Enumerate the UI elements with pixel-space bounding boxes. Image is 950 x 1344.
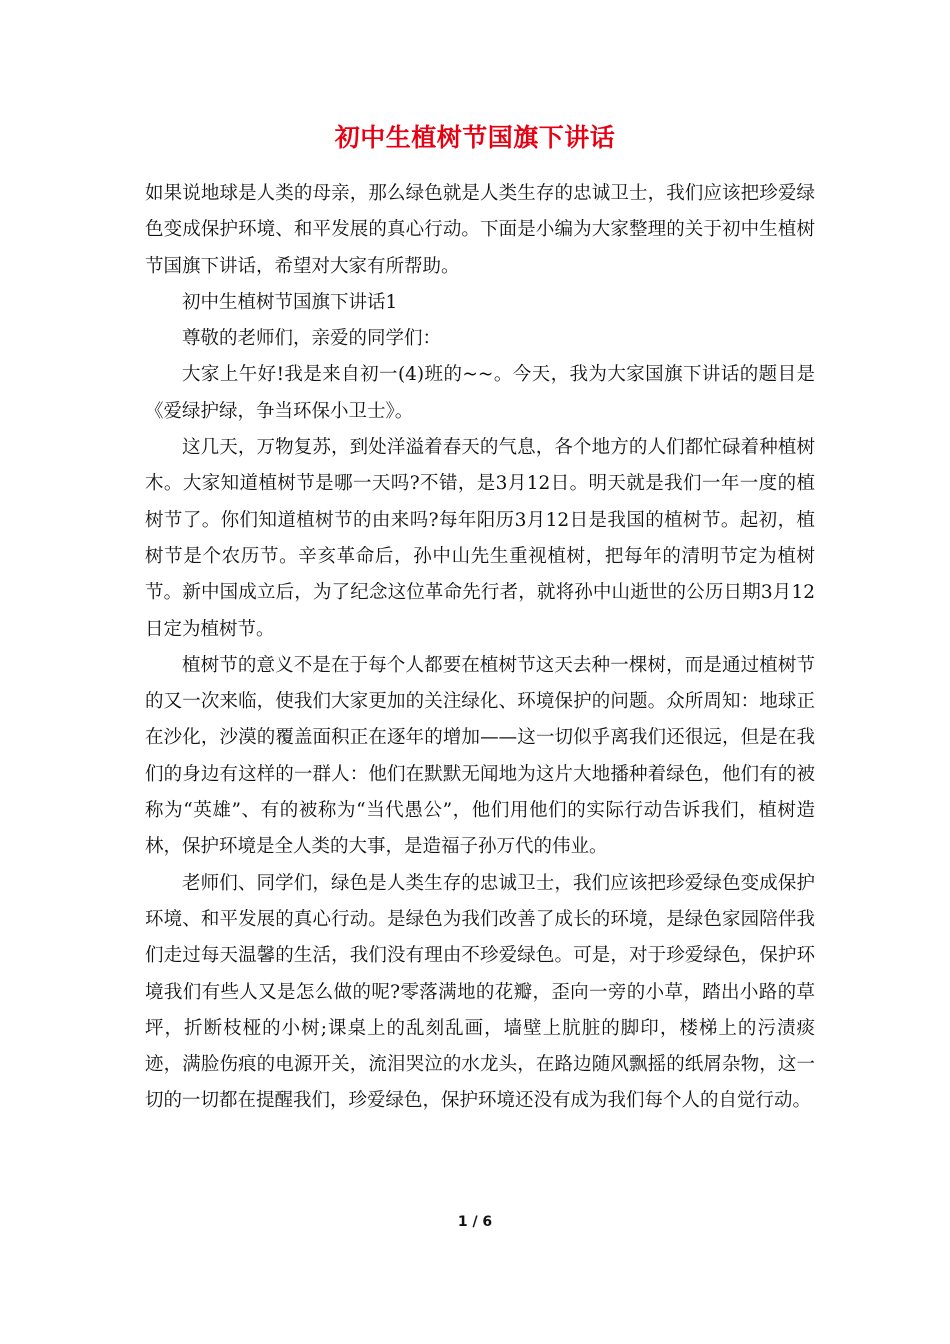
document-title: 初中生植树节国旗下讲话: [334, 123, 616, 152]
body-paragraph: 植树节的意义不是在于每个人都要在植树节这天去种一棵树，而是通过植树节的又一次来临，使我们大家更加的关注绿化、环境保护的问题。众所周知：地球正在沙化，沙漠的覆盖面积正在逐年的增加——这一切似乎离我们还很远，但是在我们的身边有这样的一群人：他们在默默无闻地为这片大地播种着绿色，他们有的被称为“英雄”、有的被称为“当代愚公”，他们用他们的实际行动告诉我们，植树造林，保护环境是全人类的大事，是造福子孙万代的伟业。: [145, 654, 815, 858]
body-paragraph: 大家上午好!我是来自初一(4)班的~~。今天，我为大家国旗下讲话的题目是《爱绿护绿，争当环保小卫士》。: [145, 364, 815, 422]
document-body: [145, 176, 815, 1120]
salutation: 尊敬的老师们，亲爱的同学们：: [182, 328, 442, 350]
page-indicator: 1 / 6: [457, 1214, 493, 1230]
intro-paragraph: 如果说地球是人类的母亲，那么绿色就是人类生存的忠诚卫士，我们应该把珍爱绿色变成保护环境、和平发展的真心行动。下面是小编为大家整理的关于初中生植树节国旗下讲话，希望对大家有所帮助。: [145, 183, 815, 277]
section-heading: 初中生植树节国旗下讲话1: [182, 291, 398, 313]
body-paragraph: 老师们、同学们，绿色是人类生存的忠诚卫士，我们应该把珍爱绿色变成保护环境、和平发展的真心行动。是绿色为我们改善了成长的环境，是绿色家园陪伴我们走过每天温馨的生活，我们没有理由不珍爱绿色。可是，对于珍爱绿色，保护环境我们有些人又是怎么做的呢?零落满地的花瓣，歪向一旁的小草，踏出小路的草坪，折断枝桠的小树;课桌上的乱刻乱画，墙壁上肮脏的脚印，楼梯上的污渍痰迹，满脸伤痕的电源开关，流泪哭泣的水龙头，在路边随风飘摇的纸屑杂物，这一切的一切都在提醒我们，珍爱绿色，保护环境还没有成为我们每个人的自觉行动。: [145, 872, 815, 1112]
body-paragraph: 这几天，万物复苏，到处洋溢着春天的气息，各个地方的人们都忙碌着种植树木。大家知道植树节是哪一天吗?不错，是3月12日。明天就是我们一年一度的植树节了。你们知道植树节的由来吗?每年阳历3月12日是我国的植树节。起初，植树节是个农历节。辛亥革命后，孙中山先生重视植树，把每年的清明节定为植树节。新中国成立后，为了纪念这位革命先行者，就将孙中山逝世的公历日期3月12日定为植树节。: [145, 437, 815, 640]
